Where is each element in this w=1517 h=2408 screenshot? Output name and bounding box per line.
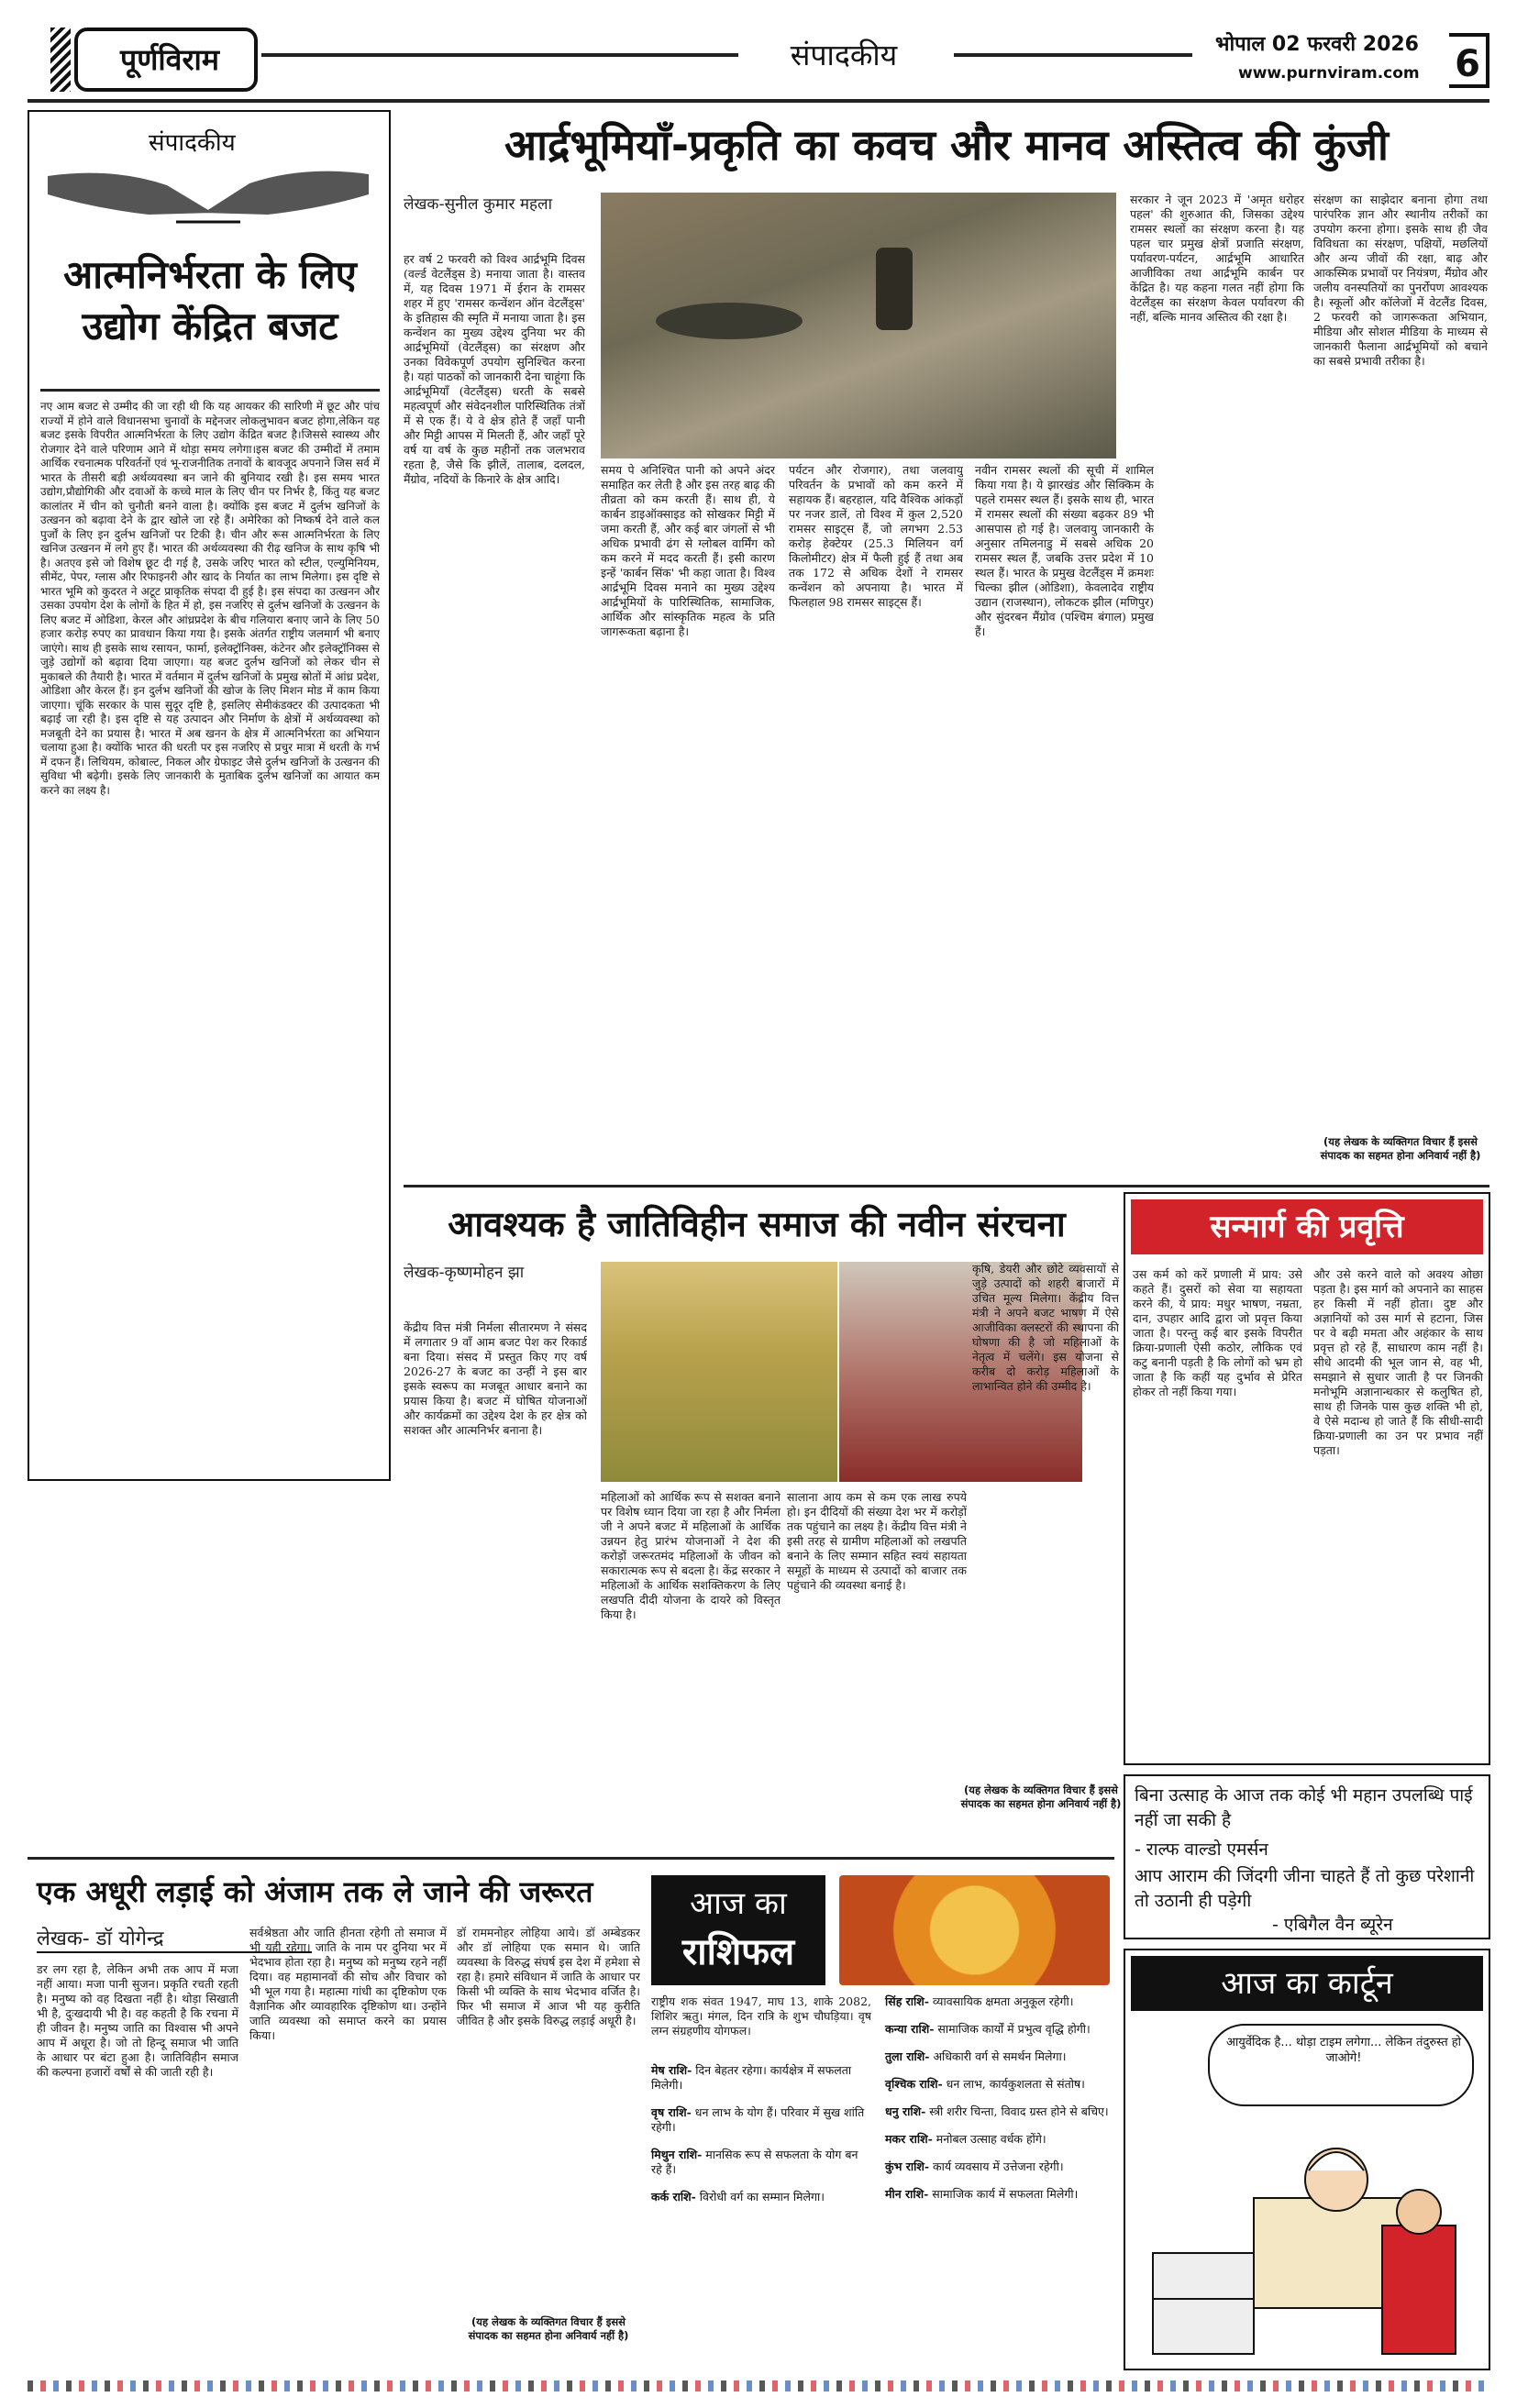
rashi-text: मानसिक रूप से सफलता के योग बन रहे हैं। bbox=[651, 2148, 858, 2176]
dateline: भोपाल 02 फरवरी 2026 bbox=[1215, 33, 1419, 56]
rashi-sign: तुला राशि- bbox=[885, 2049, 930, 2063]
editorial-headline: आत्मनिर्भरता के लिए उद्योग केंद्रित बजट bbox=[63, 252, 357, 348]
sanmarg-title: सन्मार्ग की प्रवृत्ति bbox=[1210, 1209, 1404, 1245]
rashi-sign: धनु राशि- bbox=[885, 2104, 926, 2118]
lead-col2: समय पे अनिश्चित पानी को अपने अंदर समाहित कर लेती है और इस तरह बाढ़ की तीव्रता को कम करती हैं। साथ ही, ये कार्बन डाइऑक्साइड को सोखकर मिट्टी में जमा करती हैं, और कई बार जंगलों से भी अधिक प्रभावी ढंग से ग्लोबल वार्मिंग को कम करने में मदद करती हैं। इसी कारण इन्हें 'कार्बन सिंक' भी कहा जाता है। विश्व आर्द्रभूमि दिवस मनाने का मुख्य उद्देश्य आर्द्रभूमियों के पारिस्थितिक, सामाजिक, आर्थिक और सांस्कृतिक महत्व के प्रति जागरूकता बढ़ाना है। bbox=[601, 463, 775, 638]
rashi-item bbox=[885, 2077, 1114, 2092]
rashi-sign: मकर राशि- bbox=[885, 2132, 933, 2146]
quote-line1: बिना उत्साह के आज तक कोई भी महान उपलब्धि पाई नहीं जा सकी है bbox=[1135, 1785, 1473, 1830]
lead-col3: पर्यटन और रोजगार), तथा जलवायु परिवर्तन के प्रभावों को कम करने में सहायक हैं। बहरहाल, यदि वैश्विक आंकड़ों पर नजर डालें, तो विश्व में कुल 2,520 रामसर साइट्स हैं, जो लगभग 2.53 करोड़ हेक्टेयर (25.3 मिलियन वर्ग किलोमीटर) क्षेत्र में फैली हुई हैं तथा अब तक 172 से अधिक देशों ने रामसर कन्वेंशन को अपनाया है। भारत में फिलहाल 98 रामसर साइट्स हैं। bbox=[789, 463, 963, 609]
editorial-badge bbox=[39, 121, 378, 231]
sanmarg-col1: उस कर्म को करें प्रणाली में प्राय: उसे कहते हैं। दुसरों को सेवा या सहायता करने की, ये प्राय: मधुर भाषण, नम्रता, दान, उपहार आदि द्वारा जो प्रवृत्त किया जाता है। परन्तु कई बार इसके विपरीत क्रिया-प्रणाली ऐसी कठोर, लौकिक एवं कटु बनानी पड़ती है कि लोगों को भ्रम हो जाता है कि कहीं यह दुर्भाव से प्रेरित होकर तो नहीं किया गया। bbox=[1133, 1267, 1302, 1398]
rashi-text: धन लाभ के योग हैं। परिवार में सुख शांति रहेगी। bbox=[651, 2105, 865, 2134]
rashi-sign: मेष राशि- bbox=[651, 2063, 692, 2077]
rashi-item bbox=[651, 2190, 871, 2204]
rashifal-box bbox=[651, 1866, 1114, 2370]
third-col1: डर लग रहा है, लेकिन अभी तक आप में मजा नहीं आया। मजा पानी सुजन। प्रकृति रचती रहती है। मनुष्य को वह दिखता नहीं है। थोड़ा सिखाती भी है, दुःखदायी भी है। वह कहती है कि रचना में ही जीवन है। मनुष्य जाति का विश्वास भी अपने आप में अधूरा है। जो तो हिन्दू समाज भी जाति के आधार पर बंटा हुआ है। जातिविहीन समाज की कल्पना हजारों वर्षों से की जाती रही है। bbox=[37, 1962, 238, 2079]
section-title: संपादकीय bbox=[790, 38, 898, 72]
rashi-item bbox=[885, 2049, 1114, 2064]
rashi-sign: मीन राशि- bbox=[885, 2187, 929, 2201]
rashi-text: सामाजिक कार्यों में प्रभुत्व वृद्धि होगी। bbox=[934, 2022, 1091, 2036]
rashi-sign: वृष राशि- bbox=[651, 2105, 692, 2119]
quote-author2: - एबिगैल वैन ब्यूरेन bbox=[1272, 1915, 1393, 1935]
editorial-badge-label: संपादकीय bbox=[149, 129, 236, 157]
quote-line2: आप आराम की जिंदगी जीना चाहते हैं तो कुछ परेशानी तो उठानी ही पड़ेगी bbox=[1135, 1866, 1475, 1911]
lead-col1: हर वर्ष 2 फरवरी को विश्व आर्द्रभूमि दिवस (वर्ल्ड वेटलैंड्स डे) मनाया जाता है। वास्तव में, यह दिवस 1971 में ईरान के रामसर शहर में हुए 'रामसर कन्वेंशन ऑन वेटलैंड्स' के इतिहास की स्मृति में मनाया जाता है। इस कन्वेंशन का मुख्य उद्देश्य दुनिया भर की आर्द्रभूमियों (वेटलैंड्स) का संरक्षण और उनका विवेकपूर्ण उपयोग सुनिश्चित करना है। यहां पाठकों को जानकारी देना चाहूंगा कि आर्द्रभूमियाँ (वेटलैंड्स) धरती के सबसे महत्वपूर्ण और संवेदनशील पारिस्थितिक तंत्रों में से एक हैं। ये वे क्षेत्र होते हैं जहाँ पानी और मिट्टी आपस में मिलती हैं, और जहाँ पूरे वर्ष या वर्ष के कुछ महीनों तक जलभराव रहता है, जैसे कि झीलें, तालाब, दलदल, मैंग्रोव, नदियों के किनारे के क्षेत्र आदि। bbox=[404, 252, 585, 486]
cartoon-bubble bbox=[1208, 2024, 1474, 2106]
lead-byline: लेखक-सुनील कुमार महला bbox=[404, 195, 552, 214]
second-col2: महिलाओं को आर्थिक रूप से सशक्त बनाने पर विशेष ध्यान दिया जा रहा है और निर्मला जी ने अपने बजट में महिलाओं के आर्थिक उन्नयन हेतु प्रारंभ योजनाओं ने देश की करोड़ों जरूरतमंद महिलाओं के जीवन को सकारात्मक रूप से बदला है। केंद्र सरकार ने महिलाओं के आर्थिक सशक्तिकरण के लिए लखपति दीदी योजना के दायरे को विस्तृत किया है। bbox=[601, 1490, 781, 1621]
rashi-item bbox=[651, 2063, 871, 2093]
rashi-item bbox=[885, 2159, 1114, 2174]
quill-hands-icon bbox=[39, 158, 378, 229]
cartoon-title: आज का कार्टून bbox=[1221, 1965, 1393, 2002]
third-byline: लेखक- डॉ योगेन्द्र bbox=[37, 1926, 312, 1953]
rashi-sign: वृश्चिक राशि- bbox=[885, 2077, 943, 2091]
registration-marks bbox=[28, 2380, 1489, 2391]
brand-logo bbox=[50, 28, 261, 92]
rashi-text: विरोधी वर्ग का सम्मान मिलेगा। bbox=[695, 2190, 825, 2204]
second-disclaimer: (यह लेखक के व्यक्तिगत विचार हैं इससे संपादक का सहमत होना अनिवार्य नहीं है) bbox=[960, 1784, 1122, 1810]
rashi-text: मनोबल उत्साह वर्धक होंगे। bbox=[932, 2132, 1046, 2146]
sanmarg-col2: और उसे करने वाले को अवश्य ओछा पड़ता है। इस मार्ग को अपनाने का साहस हर किसी में नहीं होता। दुष्ट और अज्ञानियों को उस मार्ग से हटाना, जिस पर वे बढ़ी ममता और अहंकार के साथ प्रवृत्त हो रहे हैं, साधारण काम नहीं है। सीधे आदमी की भूल जान से, वह भी, समझाने से सुधार जाती है पर जिनकी मनोभूमि अज्ञानान्धकार से कलुषित हो, साथ ही जिनके पास कुछ शक्ति भी हो, वे ऐसे मदान्ध हो जाते हैं कि सीधी-सादी क्रिया-प्रणाली का उन पर प्रभाव नहीं पड़ता। bbox=[1313, 1267, 1483, 1457]
second-col3: सालाना आय कम से कम एक लाख रुपये हो। इन दीदियों की संख्या देश भर में करोड़ों तक पहुंचाने का लक्ष्य है। केंद्रीय वित्त मंत्री ने इसी तरह से ग्रामीण महिलाओं को लखपति बनाने के लिए सम्मान सहित स्वयं सहायता समूहों के माध्यम से उत्पादों को बाजार तक पहुंचाने की व्यवस्था बनाई है। bbox=[787, 1490, 967, 1592]
cartoon-bubble-text: आयुर्वेदिक है... थोड़ा टाइम लगेगा... लेकिन तंदुरुस्त हो जाओगे! bbox=[1225, 2036, 1462, 2065]
rashi-item bbox=[885, 1994, 1114, 2009]
rashi-text: अधिकारी वर्ग से समर्थन मिलेगा। bbox=[929, 2049, 1067, 2063]
rashi-item bbox=[885, 2132, 1114, 2147]
zodiac-wheel-icon bbox=[839, 1875, 1110, 1985]
rashi-text: कार्य व्यवसाय में उत्तेजना रहेगी। bbox=[929, 2159, 1064, 2173]
rashifal-intro: राष्ट्रीय शक संवत 1947, माघ 13, शाके 2082, शिशिर ऋतु। मंगल, दिन रात्रि के शुभ चौघड़िया। वृष लग्न संग्रहणीय योगफल। bbox=[651, 1994, 871, 2038]
lead-col5: सरकार ने जून 2023 में 'अमृत धरोहर पहल' की शुरुआत की, जिसका उद्देश्य रामसर स्थलों का संरक्षण करना है। यह पहल चार प्रमुख क्षेत्रों प्रजाति संरक्षण, पर्यावरण-पर्यटन, आर्द्रभूमि आधारित आजीविका तथा आर्द्रभूमि कार्बन पर केंद्रित है। यह कहना गलत नहीं होगा कि वेटलैंड्स का संरक्षण केवल पर्यावरण की नहीं, बल्कि मानव अस्तित्व की रक्षा है। bbox=[1130, 193, 1304, 324]
third-headline: एक अधूरी लड़ाई को अंजाम तक ले जाने की जरूरत bbox=[37, 1874, 593, 1909]
rashifal-left-list bbox=[651, 2063, 871, 2366]
rashi-text: स्त्री शरीर चिन्ता, विवाद ग्रस्त होने से बचिए। bbox=[925, 2104, 1109, 2118]
second-col1: केंद्रीय वित्त मंत्री निर्मला सीतारमण ने संसद में लगातार 9 वाँ आम बजट पेश कर रिकार्ड बना दिया। संसद में प्रस्तुत किए गए वर्ष 2026-27 के बजट का उन्हीं ने इस बार इसके स्वरूप का मजबूत आधार बनाने का प्रयास किया है। बजट में घोषित योजनाओं और कार्यक्रमों का उद्देश्य देश के हर क्षेत्र को सशक्त और आत्मनिर्भर बनाना है। bbox=[404, 1320, 587, 1437]
quote-box bbox=[1124, 1774, 1490, 1939]
rashi-item bbox=[885, 2022, 1114, 2037]
sanmarg-title-box bbox=[1131, 1199, 1483, 1254]
rashi-sign: कुंभ राशि- bbox=[885, 2159, 930, 2173]
third-col3: डॉ राममनोहर लोहिया आये। डॉ अम्बेडकर और डॉ लोहिया एक समान थे। जाति व्यवस्था के विरुद्ध संघर्ष इस देश में हमेशा से रहा है। हमारे संविधान में जाति के आधार पर किसी भी व्यक्ति के साथ भेदभाव वर्जित है। फिर भी समाज में आज भी यह कुरीति जीवित है और इसके विरुद्ध लड़ाई अधूरी है। bbox=[457, 1926, 640, 2027]
rashi-text: सामाजिक कार्य में सफलता मिलेगी। bbox=[928, 2187, 1079, 2201]
rashi-text: व्यावसायिक क्षमता अनुकूल रहेगी। bbox=[928, 1994, 1074, 2008]
page-number: 6 bbox=[1449, 33, 1489, 88]
rashi-item bbox=[651, 2148, 871, 2177]
lead-headline: आर्द्रभूमियाँ-प्रकृति का कवच और मानव अस्तित्व की कुंजी bbox=[504, 120, 1389, 170]
rashi-sign: मिथुन राशि- bbox=[651, 2148, 703, 2161]
brand-name: पूर्णविराम bbox=[120, 42, 219, 77]
quote-author1: - राल्फ वाल्डो एमर्सन bbox=[1135, 1839, 1268, 1860]
rashi-text: दिन बेहतर रहेगा। कार्यक्षेत्र में सफलता मिलेगी। bbox=[651, 2063, 852, 2092]
rashi-item bbox=[885, 2187, 1114, 2202]
masthead bbox=[28, 28, 1489, 99]
second-headline: आवश्यक है जातिविहीन समाज की नवीन संरचना bbox=[448, 1204, 1066, 1244]
rashifal-title-line1: आज का bbox=[690, 1885, 787, 1922]
rashi-text: धन लाभ, कार्यकुशलता से संतोष। bbox=[942, 2077, 1085, 2091]
rashifal-title-box bbox=[651, 1875, 825, 1985]
third-disclaimer: (यह लेखक के व्यक्तिगत विचार हैं इससे संपादक का सहमत होना अनिवार्य नहीं है) bbox=[468, 2315, 629, 2342]
lead-disclaimer: (यह लेखक के व्यक्तिगत विचार हैं इससे संपादक का सहमत होना अनिवार्य नहीं है) bbox=[1320, 1135, 1481, 1162]
rashi-sign: कन्या राशि- bbox=[885, 2022, 935, 2036]
lead-col6: संरक्षण का साझेदार बनाना होगा तथा पारंपरिक ज्ञान और स्थानीय तरीकों का उपयोग करना होगा। इसके साथ ही जैव विविधता का संरक्षण, पक्षियों, मछलियों और अन्य जीवों की रक्षा, बाढ़ और आकस्मिक प्रभावों पर नियंत्रण, मैंग्रोव और जलीय वनस्पतियों का पुनर्रोपण आवश्यक है। स्कूलों और कॉलेजों में वेटलैंड दिवस, 2 फरवरी को जागरूकता अभियान, मीडिया और सोशल मीडिया के माध्यम से जानकारी फैलाना आर्द्रभूमियों को बचाने का सबसे प्रभावी तरीका है। bbox=[1313, 193, 1488, 368]
rashi-item bbox=[885, 2104, 1114, 2119]
third-col2: सर्वश्रेष्ठता और जाति हीनता रहेगी तो समाज में भी यही रहेगा। जाति के नाम पर दुनिया भर में भेदभाव होता रहा है। मनुष्य को मनुष्य रहने नहीं दिया। वह महामानवों की सोच और विचार को भी भूल गया है। महात्मा गांधी का दृष्टिकोण एक वैज्ञानिक और व्यावहारिक दृष्टिकोण था। उन्होंने जाति व्यवस्था को समाप्त करने का प्रयास किया। bbox=[249, 1926, 447, 2042]
cartoon-box bbox=[1124, 1949, 1490, 2370]
rashi-sign: सिंह राशि- bbox=[885, 1994, 929, 2008]
website: www.purnviram.com bbox=[1238, 64, 1420, 83]
editorial-box bbox=[28, 110, 391, 1481]
cartoon-title-box bbox=[1131, 1956, 1483, 2011]
rashi-item bbox=[651, 2105, 871, 2135]
rashi-sign: कर्क राशि- bbox=[651, 2190, 696, 2204]
rashifal-title-line2: राशिफल bbox=[681, 1931, 795, 1973]
second-col4: कृषि, डेयरी और छोटे व्यवसायों से जुड़े उत्पादों को शहरी बाजारों में उचित मूल्य मिलेगा। केंद्रीय वित्त मंत्री ने अपने बजट भाषण में ऐसे आजीविका क्लस्टरों की स्थापना की घोषणा की है जो महिलाओं के नेतृत्व में चलेंगे। इस योजना से करीब दो करोड़ महिलाओं के लाभान्वित होने की उम्मीद है। bbox=[972, 1262, 1119, 1393]
cartoon-illustration bbox=[1135, 2115, 1483, 2363]
lead-col4: नवीन रामसर स्थलों की सूची में शामिल किया गया है। ये झारखंड और सिक्किम के पहले रामसर स्थल हैं। इसके साथ ही, भारत में रामसर स्थलों की संख्या बढ़कर 89 भी आसपास हो गई है। जलवायु जानकारी के अनुसार तमिलनाडु में सबसे अधिक 20 रामसर स्थल हैं, जबकि उत्तर प्रदेश में 10 स्थल हैं। भारत के प्रमुख वेटलैंड्स में क्रमशः चिल्का झील (ओडिशा), केवलादेव राष्ट्रीय उद्यान (राजस्थान), लोकटक झील (मणिपुर) और सुंदरबन मैंग्रोव (पश्चिम बंगाल) प्रमुख हैं। bbox=[975, 463, 1154, 638]
sanmarg-box bbox=[1124, 1192, 1490, 1765]
second-photo-woman-field bbox=[601, 1262, 837, 1482]
lead-photo-wetland bbox=[601, 193, 1116, 458]
editorial-body: नए आम बजट से उम्मीद की जा रही थी कि यह आयकर की सारिणी में छूट और पांच राज्यों में होने वाले विधानसभा चुनावों के मद्देनजर लोकलुभावन बजट होगा,लेकिन यह बजट इसके विपरीत आत्मनिर्भरता के लिए उद्योग केंद्रित बजट है।जिससे स्वास्थ्य और रोजगार देने वाले परिणाम आने में थोड़ा समय लगेगा।इस बजट की उम्मीदों में तमाम आर्थिक रचनात्मक परिवर्तनों एवं भू-राजनीतिक तनावों के बावजूद अपनाने जिस सर्व में भारत के तीसरी बड़ी अर्थव्यवस्था बन जाने की बुनियाद रखी है। इस समय भारत उद्योग,प्रौद्योगिकी और दवाओं के कच्चे माल के लिए चीन पर निर्भर है, किंतु यह बजट कालांतर में चीन को चुनौती बनने वाला है। क्योंकि इस बजट में दुर्लभ खनिजों के उत्खनन को बढ़ावा देने के द्वार खोले जा रहे हैं। अमेरिका को निष्कर्ष देने वाले कल पुर्जों के लिए इन दुर्लभ खनिजों पर टिकी है। चीन और रूस आत्मनिर्भरता के लिए खनिज उत्खनन में लगे हुए हैं। भारत की अर्थव्यवस्था की रीढ़ खनिज के साथ कृषि भी है। अतएव इसे जो विशेष छूट दी गई है, उसके जरिए भारत को स्टील, एल्युमिनियम, सीमेंट, पेपर, ग्लास और रिफाइनरी और खाद के निर्यात का लाभ मिलेगा। इस दृष्टि से भारत भूमि को कुदरत ने अटूट प्राकृतिक संपदा दी हुई है। इस संपदा का उत्खनन और उसका उपयोग देश के लोगों के हित में हो, इस नजरिए से दुर्लभ खनिजों के उत्खनन के लिए बजट में ओडिशा, केरल और आंध्रप्रदेश के बीच गलियारा बनाए जाने के लिए 50 हजार करोड़ रुपए का प्रावधान किया गया है। इसके अंतर्गत राष्ट्रीय जलमार्ग भी बनाए जाएंगे। साथ ही इसके साथ रसायन, फार्मा, इलेक्ट्रॉनिक्स, कंटेनर और इलेक्ट्रॉनिक्स से जुड़े उद्योगों को बढ़ावा दिया जाएगा। यह बजट दुर्लभ खनिजों को लेकर चीन से मुकाबले की तैयारी है। भारत में वर्तमान में दुर्लभ खनिजों के प्रमुख स्रोतों में आंध्र प्रदेश, ओडिशा और केरल हैं। इन दुर्लभ खनिजों की खोज के लिए मिशन मोड में काम किया जाएगा। चूंकि सरकार के पास सुदूर दृष्टि है, इसलिए सेमीकंडक्टर की उत्पादकता भी बढ़ाई जा रही है। इस दृष्टि से यह उत्पादन और निर्माण के क्षेत्रों में अर्थव्यवस्था को मजबूती देने का प्रयास है। भारत में अब खनन के क्षेत्र में आत्मनिर्भरता का अभियान चलाया हुआ है। क्योंकि भारत की धरती पर इस नजरिए से प्रचुर मात्रा में धरती के गर्भ में दफन हैं। लिथियम, कोबाल्ट, निकल और ग्रेफाइट जैसे दुर्लभ खनिजों के उत्खनन की सुविधा भी बढ़ेगी। इसके लिए जानकारी के मुताबिक दुर्लभ खनिजों का आयात कम करने का लक्ष्य है। bbox=[40, 400, 380, 797]
rashifal-right-list bbox=[885, 1994, 1114, 2366]
second-byline: लेखक-कृष्णमोहन झा bbox=[404, 1264, 525, 1282]
